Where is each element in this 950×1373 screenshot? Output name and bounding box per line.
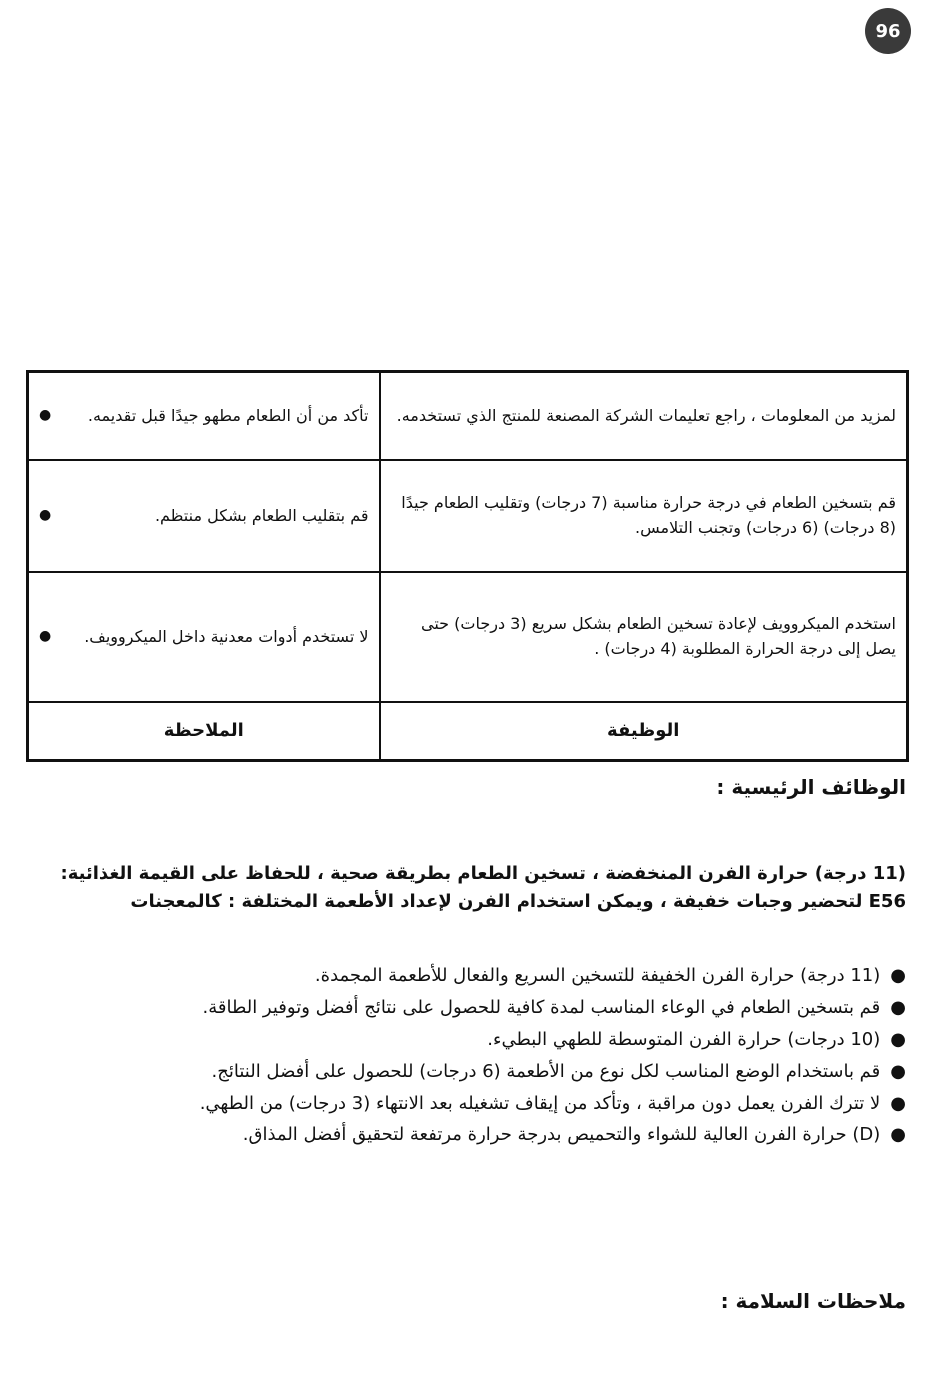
list-item: [26, 1090, 906, 1118]
list-item: [26, 994, 906, 1022]
bullet-icon: ●: [890, 1124, 906, 1146]
note-text: تأكد من أن الطعام مطهو جيدًا قبل تقديمه.: [87, 405, 369, 425]
bullet-icon: ●: [890, 1092, 906, 1114]
bullet-icon: ●: [39, 628, 52, 645]
list-item: [26, 1121, 906, 1149]
table-header-row: [28, 702, 908, 761]
table-row: [28, 572, 908, 702]
list-item: [26, 962, 906, 990]
table-cell-function: قم بتسخين الطعام في درجة حرارة مناسبة (7 درجات) وتقليب الطعام جيدًا (8 درجات) (6 درجات) وتجنب التلامس.: [380, 460, 908, 572]
list-item-text: لا تترك الفرن يعمل دون مراقبة ، وتأكد من إيقاف تشغيله بعد الانتهاء (3 درجات) من الطهي.: [199, 1092, 881, 1114]
list-item-text: قم باستخدام الوضع المناسب لكل نوع من الأطعمة (6 درجات) للحصول على أفضل النتائج.: [211, 1060, 881, 1082]
bullet-icon: ●: [890, 1028, 906, 1050]
table-row: [28, 372, 908, 461]
table-cell-note: [28, 460, 380, 572]
list-item-text: (11 درجة) حرارة الفرن الخفيفة للتسخين السريع والفعال للأطعمة المجمدة.: [314, 965, 881, 986]
bullet-icon: ●: [890, 1060, 906, 1082]
table-cell-function: لمزيد من المعلومات ، راجع تعليمات الشركة المصنعة للمنتج الذي تستخدمه.: [380, 372, 908, 461]
table-header-function: الوظيفة: [380, 702, 908, 761]
table-cell-function: استخدم الميكروويف لإعادة تسخين الطعام بشكل سريع (3 درجات) حتى يصل إلى درجة الحرارة المطلوبة (4 درجات) .: [380, 572, 908, 702]
list-item-text: (D) حرارة الفرن العالية للشواء والتحميص بدرجة حرارة مرتفعة لتحقيق أفضل المذاق.: [242, 1124, 881, 1146]
table-row: [28, 460, 908, 572]
page-number-badge: 96: [865, 8, 911, 54]
bullet-icon: ●: [890, 965, 906, 986]
list-item: [26, 1058, 906, 1086]
table-cell-note: [28, 572, 380, 702]
note-text: لا تستخدم أدوات معدنية داخل الميكروويف.: [84, 626, 369, 646]
table-header-note: الملاحظة: [28, 702, 380, 761]
note-text: قم بتقليب الطعام بشكل منتظم.: [154, 505, 369, 525]
list-item-text: قم بتسخين الطعام في الوعاء المناسب لمدة كافية للحصول على نتائج أفضل وتوفير الطاقة.: [202, 996, 881, 1018]
bullet-icon: ●: [39, 507, 52, 524]
section-paragraph: (11 درجة) حرارة الفرن المنخفضة ، تسخين الطعام بطريقة صحية ، للحفاظ على القيمة الغذائية: E56 لتحضير وجبات خفيفة ، ويمكن استخدام الفرن لإعداد الأطعمة المختلفة : كالمعجنات: [60, 863, 906, 912]
table-cell-note: [28, 372, 380, 461]
function-notes-table: [26, 370, 909, 762]
bullet-icon: ●: [890, 996, 906, 1018]
bullet-icon: ●: [39, 407, 52, 424]
section-heading-main-functions: الوظائف الرئيسية :: [716, 775, 906, 799]
section-heading-safety-notes: ملاحظات السلامة :: [720, 1289, 906, 1313]
list-item-text: (10 درجات) حرارة الفرن المتوسطة للطهي البطيء.: [487, 1028, 881, 1050]
list-item: [26, 1026, 906, 1054]
function-bullet-list: [26, 962, 906, 1153]
